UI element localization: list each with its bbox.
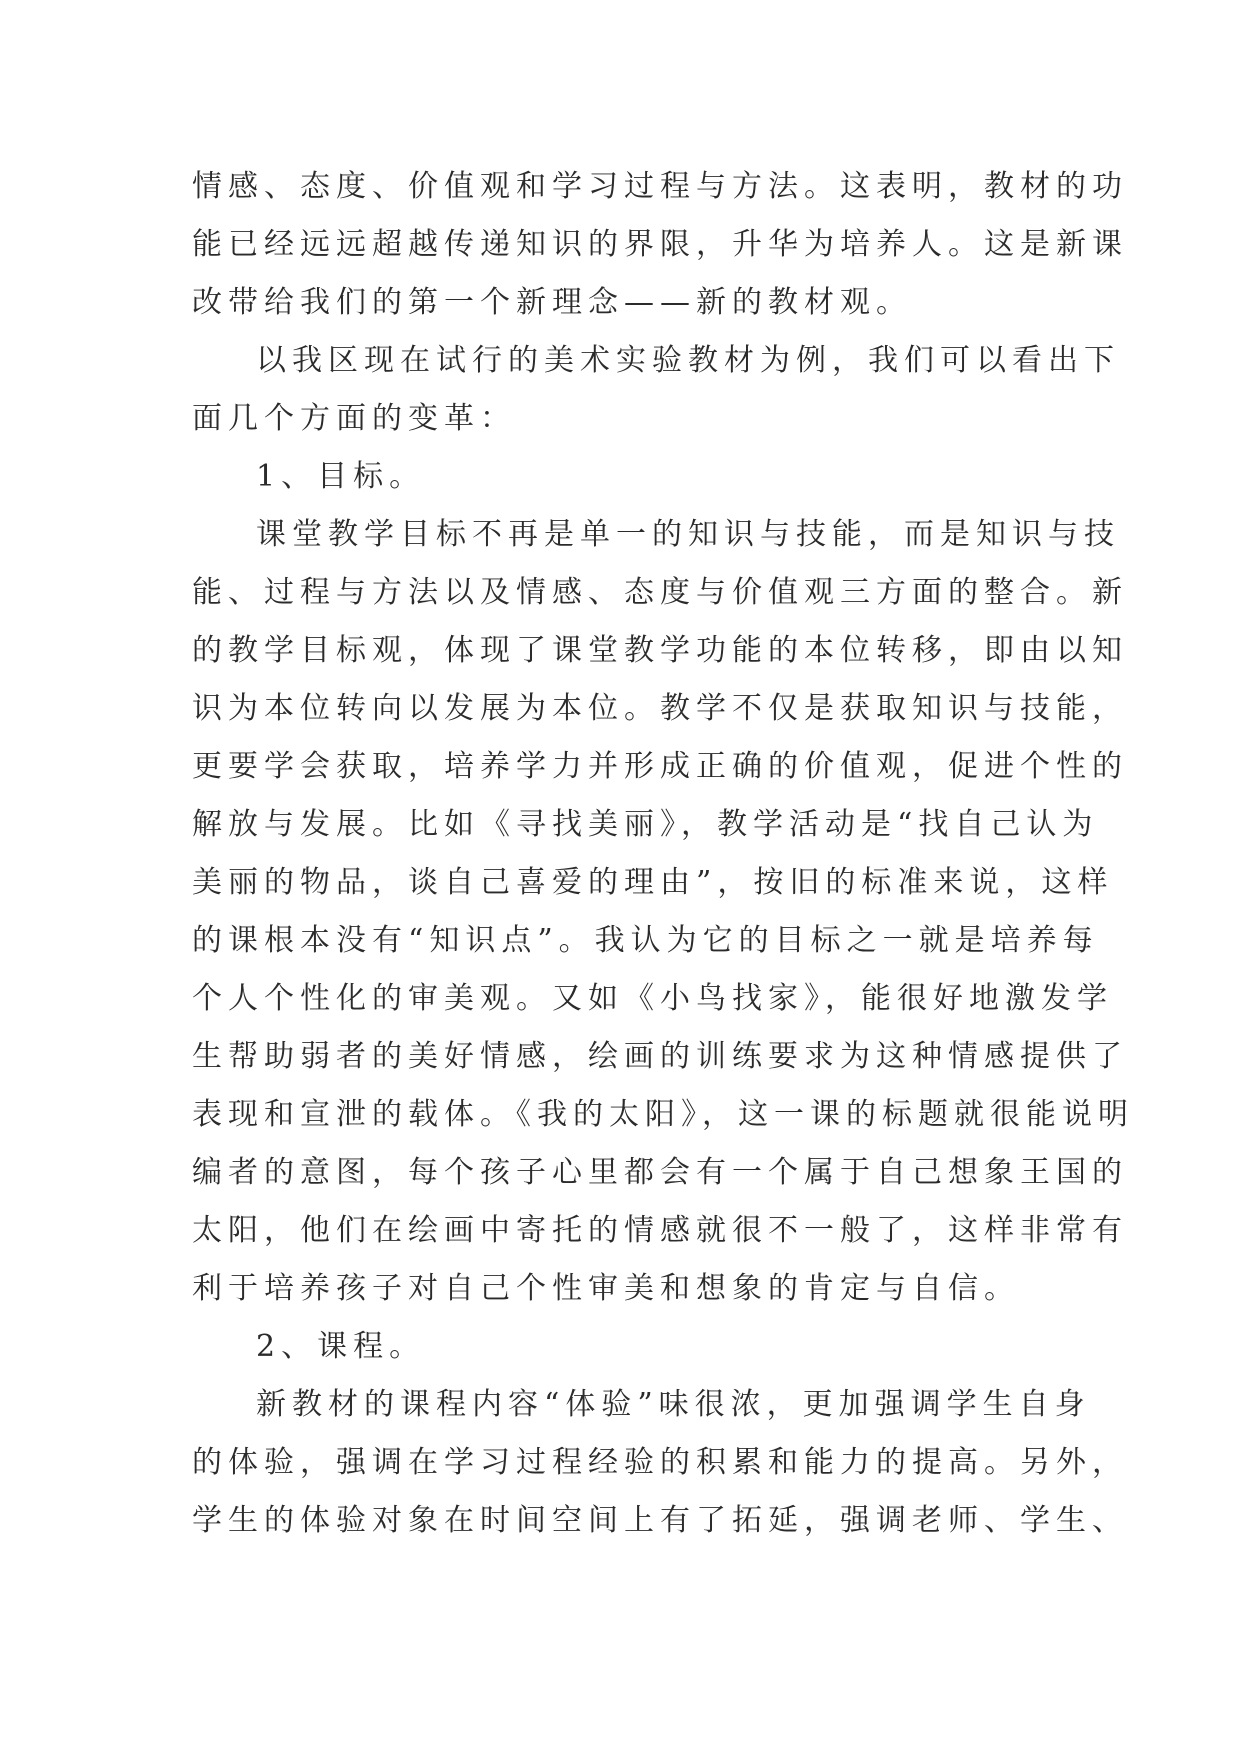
text-line: 以我区现在试行的美术实验教材为例，我们可以看出下 [256,343,1120,378]
text-line: 面几个方面的变革： [192,401,516,436]
text-line: 2、课程。 [256,1329,426,1364]
document-body [192,158,1134,1550]
text-line: 改带给我们的第一个新理念——新的教材观。 [192,285,912,320]
text-line: 美丽的物品，谈自己喜爱的理由”，按旧的标准来说，这样 [192,865,1114,900]
text-line: 情感、态度、价值观和学习过程与方法。这表明，教材的功 [192,169,1128,204]
text-line: 新教材的课程内容“体验”味很浓，更加强调学生自身 [256,1387,1091,1422]
text-line: 的教学目标观，体现了课堂教学功能的本位转移，即由以知 [192,633,1128,668]
text-line: 更要学会获取，培养学力并形成正确的价值观，促进个性的 [192,749,1128,784]
text-line: 表现和宣泄的载体。《我的太阳》，这一课的标题就很能说明 [192,1097,1134,1132]
text-line: 编者的意图，每个孩子心里都会有一个属于自己想象王国的 [192,1155,1128,1190]
text-line: 解放与发展。比如《寻找美丽》，教学活动是“找自己认为 [192,807,1099,842]
text-line: 能、过程与方法以及情感、态度与价值观三方面的整合。新 [192,575,1128,610]
text-line: 1、目标。 [256,459,426,494]
text-line: 的课根本没有“知识点”。我认为它的目标之一就是培养每 [192,923,1099,958]
text-line: 生帮助弱者的美好情感，绘画的训练要求为这种情感提供了 [192,1039,1128,1074]
text-line: 能已经远远超越传递知识的界限，升华为培养人。这是新课 [192,227,1128,262]
text-line: 个人个性化的审美观。又如《小鸟找家》，能很好地激发学 [192,981,1113,1016]
text-line: 太阳，他们在绘画中寄托的情感就很不一般了，这样非常有 [192,1213,1128,1248]
text-line: 利于培养孩子对自己个性审美和想象的肯定与自信。 [192,1271,1020,1306]
text-line: 的体验，强调在学习过程经验的积累和能力的提高。另外， [192,1445,1128,1480]
text-line: 课堂教学目标不再是单一的知识与技能，而是知识与技 [256,517,1120,552]
text-line: 学生的体验对象在时间空间上有了拓延，强调老师、学生、 [192,1503,1128,1538]
text-line: 识为本位转向以发展为本位。教学不仅是获取知识与技能， [192,691,1128,726]
